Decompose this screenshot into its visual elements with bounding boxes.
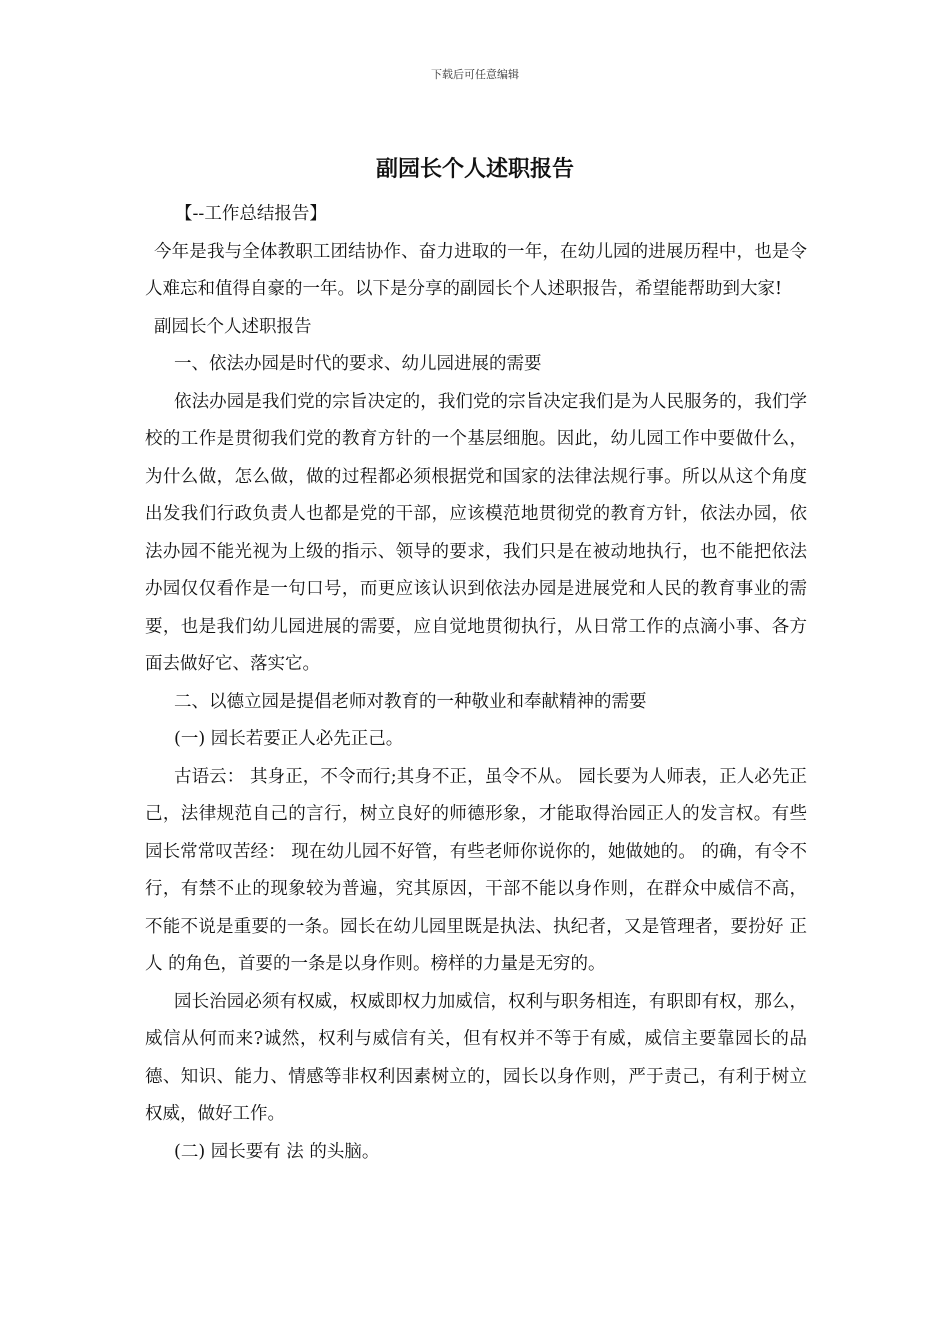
section-2-subheading-1: (一) 园长若要正人必先正己。 — [174, 729, 404, 749]
document-body — [145, 196, 807, 1171]
section-2-subheading-2: (二) 园长要有 法 的头脑。 — [174, 1141, 380, 1162]
section-2-heading: 二、以德立园是提倡老师对教育的一种敬业和奉献精神的需要 — [174, 691, 647, 712]
page-header-note: 下载后可任意编辑 — [431, 68, 519, 81]
intro-paragraph: 今年是我与全体教职工团结协作、奋力进取的一年，在幼儿园的进展历程中，也是令人难忘和值得自豪的一年。以下是分享的副园长个人述职报告，希望能帮助到大家! — [145, 241, 807, 299]
section-1-paragraph: 依法办园是我们党的宗旨决定的，我们党的宗旨决定我们是为人民服务的，我们学校的工作是贯彻我们党的教育方针的一个基层细胞。因此，幼儿园工作中要做什么，为什么做，怎么做，做的过程都必须根据党和国家的法律法规行事。所以从这个角度出发我们行政负责人也都是党的干部，应该模范地贯彻党的教育方针，依法办园，依法办园不能光视为上级的指示、领导的要求，我们只是在被动地执行，也不能把依法办园仅仅看作是一句口号，而更应该认识到依法办园是进展党和人民的教育事业的需要，也是我们幼儿园进展的需要，应自觉地贯彻执行，从日常工作的点滴小事、各方面去做好它、落实它。 — [145, 391, 807, 674]
document-subtitle: 【--工作总结报告】 — [175, 204, 327, 224]
report-label: 副园长个人述职报告 — [154, 316, 312, 337]
page-title: 副园长个人述职报告 — [375, 156, 574, 182]
section-2-paragraph-2: 园长治园必须有权威，权威即权力加威信，权利与职务相连，有职即有权，那么，威信从何而来?诚然，权利与威信有关，但有权并不等于有威，威信主要靠园长的品德、知识、能力、情感等非权利因素树立的，园长以身作则，严于责己，有利于树立权威，做好工作。 — [145, 991, 807, 1124]
section-2-paragraph-1: 古语云： 其身正，不令而行;其身不正，虽令不从。 园长要为人师表，正人必先正己，法律规范自己的言行，树立良好的师德形象，才能取得治园正人的发言权。有些园长常常叹苦经： 现在幼儿园不好管，有些老师你说你的，她做她的。 的确，有令不行，有禁不止的现象较为普遍，究其原因，干部不能以身作则，在群众中威信不高，不能不说是重要的一条。园长在幼儿园里既是执法、执纪者，又是管理者，要扮好 正人 的角色，首要的一条是以身作则。榜样的力量是无穷的。 — [145, 766, 807, 974]
section-1-heading: 一、依法办园是时代的要求、幼儿园进展的需要 — [174, 354, 542, 374]
